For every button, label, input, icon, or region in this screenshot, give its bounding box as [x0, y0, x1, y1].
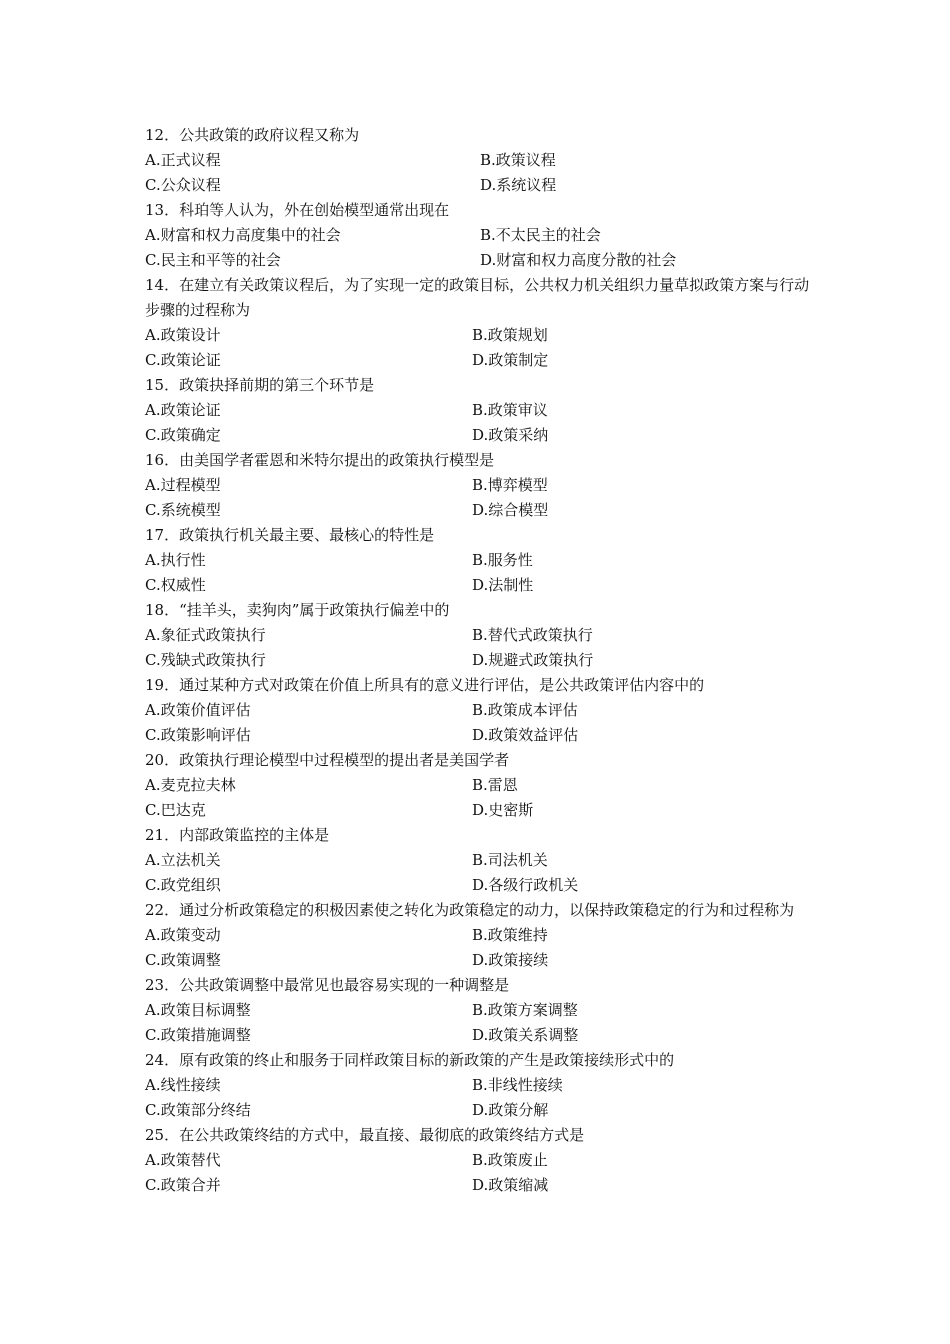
option-c: C.政策调整 — [145, 951, 221, 969]
option-a: A.政策替代 — [145, 1151, 221, 1169]
option-a: A.政策目标调整 — [145, 1001, 251, 1019]
question-14 — [145, 273, 815, 373]
option-b: B.雷恩 — [472, 776, 518, 794]
question-17 — [145, 523, 815, 598]
option-b: B.政策维持 — [472, 926, 548, 944]
option-c: C.政策合并 — [145, 1176, 221, 1194]
option-row — [145, 573, 815, 598]
option-c: C.系统模型 — [145, 501, 221, 519]
option-c: C.巴达克 — [145, 801, 206, 819]
option-row — [145, 923, 815, 948]
option-b: B.服务性 — [472, 551, 533, 569]
option-row — [145, 1023, 815, 1048]
option-c: C.政策确定 — [145, 426, 221, 444]
option-row — [145, 1173, 815, 1198]
question-25 — [145, 1123, 815, 1198]
option-row — [145, 723, 815, 748]
option-a: A.立法机关 — [145, 851, 221, 869]
option-a: A.政策变动 — [145, 926, 221, 944]
option-b: B.政策审议 — [472, 401, 548, 419]
option-b: B.政策方案调整 — [472, 1001, 578, 1019]
option-row — [145, 698, 815, 723]
option-d: D.法制性 — [472, 576, 534, 594]
question-stem: 22．通过分析政策稳定的积极因素使之转化为政策稳定的动力，以保持政策稳定的行为和过程称为 — [145, 901, 795, 919]
option-d: D.政策缩减 — [472, 1176, 549, 1194]
question-stem: 24．原有政策的终止和服务于同样政策目标的新政策的产生是政策接续形式中的 — [145, 1051, 675, 1069]
option-d: D.政策效益评估 — [472, 726, 579, 744]
question-stem: 15．政策抉择前期的第三个环节是 — [145, 376, 375, 394]
question-20 — [145, 748, 815, 823]
option-row — [145, 398, 815, 423]
option-b: B.政策废止 — [472, 1151, 548, 1169]
option-row — [145, 623, 815, 648]
question-19 — [145, 673, 815, 748]
option-row — [145, 948, 815, 973]
option-c: C.政党组织 — [145, 876, 221, 894]
option-d: D.史密斯 — [472, 801, 534, 819]
question-23 — [145, 973, 815, 1048]
option-a: A.麦克拉夫林 — [145, 776, 236, 794]
option-row — [145, 773, 815, 798]
question-13 — [145, 198, 815, 273]
option-b: B.政策规划 — [472, 326, 548, 344]
option-d: D.政策关系调整 — [472, 1026, 579, 1044]
option-row — [145, 498, 815, 523]
option-c: C.权威性 — [145, 576, 206, 594]
question-stem: 17．政策执行机关最主要、最核心的特性是 — [145, 526, 435, 544]
option-row — [145, 873, 815, 898]
option-b: B.政策议程 — [480, 151, 556, 169]
option-row — [145, 173, 815, 198]
option-row — [145, 798, 815, 823]
option-b: B.博弈模型 — [472, 476, 548, 494]
option-b: B.司法机关 — [472, 851, 548, 869]
option-row — [145, 1073, 815, 1098]
question-stem: 14．在建立有关政策议程后，为了实现一定的政策目标，公共权力机关组织力量草拟政策方案与行动步骤的过程称为 — [145, 276, 810, 319]
option-b: B.非线性接续 — [472, 1076, 563, 1094]
option-d: D.各级行政机关 — [472, 876, 579, 894]
option-c: C.政策部分终结 — [145, 1101, 251, 1119]
question-stem: 21．内部政策监控的主体是 — [145, 826, 330, 844]
option-row — [145, 248, 815, 273]
option-d: D.财富和权力高度分散的社会 — [480, 251, 677, 269]
option-row — [145, 648, 815, 673]
option-row — [145, 323, 815, 348]
option-d: D.规避式政策执行 — [472, 651, 594, 669]
exam-page — [145, 123, 815, 1198]
option-d: D.综合模型 — [472, 501, 549, 519]
option-a: A.政策设计 — [145, 326, 221, 344]
option-a: A.正式议程 — [145, 151, 221, 169]
question-stem: 18．“挂羊头，卖狗肉”属于政策执行偏差中的 — [145, 601, 450, 619]
option-c: C.民主和平等的社会 — [145, 251, 281, 269]
option-c: C.政策措施调整 — [145, 1026, 251, 1044]
question-stem: 12．公共政策的政府议程又称为 — [145, 126, 360, 144]
option-a: A.线性接续 — [145, 1076, 221, 1094]
question-22 — [145, 898, 815, 973]
option-a: A.政策价值评估 — [145, 701, 251, 719]
option-d: D.政策接续 — [472, 951, 549, 969]
option-row — [145, 423, 815, 448]
option-a: A.执行性 — [145, 551, 206, 569]
option-d: D.系统议程 — [480, 176, 557, 194]
question-24 — [145, 1048, 815, 1123]
question-21 — [145, 823, 815, 898]
question-12 — [145, 123, 815, 198]
option-row — [145, 998, 815, 1023]
option-b: B.不太民主的社会 — [480, 226, 601, 244]
question-16 — [145, 448, 815, 523]
question-stem: 16．由美国学者霍恩和米特尔提出的政策执行模型是 — [145, 451, 495, 469]
option-row — [145, 1148, 815, 1173]
option-row — [145, 223, 815, 248]
option-d: D.政策分解 — [472, 1101, 549, 1119]
option-row — [145, 548, 815, 573]
option-row — [145, 1098, 815, 1123]
question-15 — [145, 373, 815, 448]
option-c: C.政策论证 — [145, 351, 221, 369]
option-a: A.政策论证 — [145, 401, 221, 419]
option-a: A.过程模型 — [145, 476, 221, 494]
option-c: C.政策影响评估 — [145, 726, 251, 744]
option-a: A.象征式政策执行 — [145, 626, 266, 644]
question-18 — [145, 598, 815, 673]
option-b: B.替代式政策执行 — [472, 626, 593, 644]
question-stem: 23．公共政策调整中最常见也最容易实现的一种调整是 — [145, 976, 510, 994]
question-stem: 19．通过某种方式对政策在价值上所具有的意义进行评估，是公共政策评估内容中的 — [145, 676, 705, 694]
option-row — [145, 473, 815, 498]
option-c: C.残缺式政策执行 — [145, 651, 266, 669]
option-row — [145, 148, 815, 173]
option-a: A.财富和权力高度集中的社会 — [145, 226, 341, 244]
option-d: D.政策采纳 — [472, 426, 549, 444]
option-row — [145, 848, 815, 873]
option-b: B.政策成本评估 — [472, 701, 578, 719]
question-stem: 25．在公共政策终结的方式中，最直接、最彻底的政策终结方式是 — [145, 1126, 585, 1144]
option-d: D.政策制定 — [472, 351, 549, 369]
option-c: C.公众议程 — [145, 176, 221, 194]
option-row — [145, 348, 815, 373]
question-stem: 13．科珀等人认为，外在创始模型通常出现在 — [145, 201, 450, 219]
question-stem: 20．政策执行理论模型中过程模型的提出者是美国学者 — [145, 751, 510, 769]
